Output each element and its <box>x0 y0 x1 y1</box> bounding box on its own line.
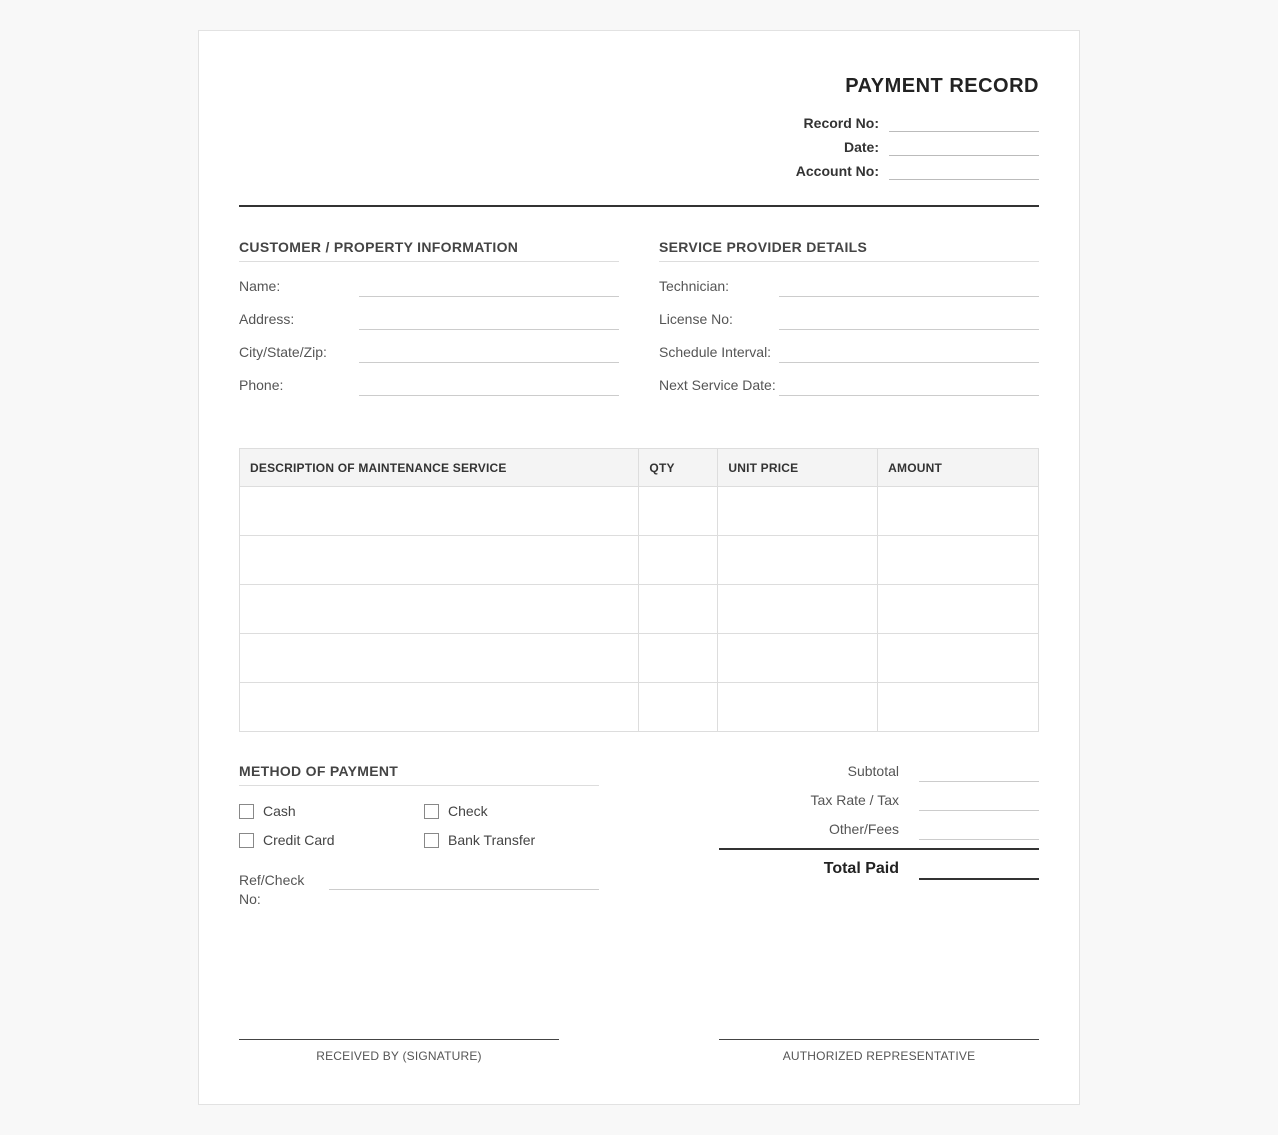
technician-field[interactable] <box>779 296 1039 297</box>
totals-divider <box>719 848 1039 850</box>
subtotal-label: Subtotal <box>847 763 899 779</box>
date-field[interactable] <box>889 155 1039 156</box>
table-header-row <box>240 449 1039 487</box>
schedule-interval-label: Schedule Interval: <box>659 344 772 360</box>
document-title: PAYMENT RECORD <box>845 75 1039 97</box>
bank-transfer-label: Bank Transfer <box>448 832 536 848</box>
schedule-interval-field[interactable] <box>779 362 1039 363</box>
check-checkbox[interactable] <box>424 804 439 819</box>
unit-price-cell[interactable] <box>718 634 878 683</box>
record-no-label: Record No: <box>803 115 879 131</box>
amount-cell[interactable] <box>878 536 1039 585</box>
table-row <box>240 634 1039 683</box>
date-label: Date: <box>843 139 879 155</box>
customer-address-label: Address: <box>239 311 295 327</box>
ref-check-no-field[interactable] <box>329 889 599 890</box>
record-no-field[interactable] <box>889 131 1039 132</box>
amount-cell[interactable] <box>878 634 1039 683</box>
customer-phone-label: Phone: <box>239 377 284 393</box>
account-no-field[interactable] <box>889 179 1039 180</box>
amount-cell[interactable] <box>878 487 1039 536</box>
provider-section-rule <box>659 261 1039 262</box>
column-header-amount: AMOUNT <box>878 449 1039 487</box>
total-paid-label: Total Paid <box>823 860 899 877</box>
customer-phone-field[interactable] <box>359 395 619 396</box>
qty-cell[interactable] <box>639 634 718 683</box>
tax-label: Tax Rate / Tax <box>810 792 899 808</box>
unit-price-cell[interactable] <box>718 683 878 732</box>
qty-cell[interactable] <box>639 585 718 634</box>
authorized-signature-line[interactable] <box>719 1039 1039 1040</box>
column-header-unit-price: UNIT PRICE <box>718 449 878 487</box>
tax-field[interactable] <box>919 810 1039 811</box>
subtotal-field[interactable] <box>919 781 1039 782</box>
customer-address-field[interactable] <box>359 329 619 330</box>
column-header-description: DESCRIPTION OF MAINTENANCE SERVICE <box>240 449 639 487</box>
unit-price-cell[interactable] <box>718 536 878 585</box>
received-by-signature-line[interactable] <box>239 1039 559 1040</box>
account-no-label: Account No: <box>795 163 879 179</box>
header-divider <box>239 205 1039 207</box>
authorized-caption: AUTHORIZED REPRESENTATIVE <box>782 1049 976 1063</box>
description-cell[interactable] <box>240 487 639 536</box>
other-fees-label: Other/Fees <box>828 821 899 837</box>
technician-label: Technician: <box>659 278 730 294</box>
customer-name-field[interactable] <box>359 296 619 297</box>
customer-city-label: City/State/Zip: <box>239 344 327 360</box>
customer-city-field[interactable] <box>359 362 619 363</box>
total-paid-field[interactable] <box>919 878 1039 880</box>
service-items-table <box>239 448 1039 732</box>
unit-price-cell[interactable] <box>718 585 878 634</box>
check-label: Check <box>448 803 488 819</box>
description-cell[interactable] <box>240 585 639 634</box>
next-service-date-field[interactable] <box>779 395 1039 396</box>
next-service-date-label: Next Service Date: <box>659 377 776 393</box>
credit-card-checkbox[interactable] <box>239 833 254 848</box>
unit-price-cell[interactable] <box>718 487 878 536</box>
license-no-label: License No: <box>659 311 733 327</box>
description-cell[interactable] <box>240 634 639 683</box>
received-by-caption: RECEIVED BY (SIGNATURE) <box>316 1049 482 1063</box>
qty-cell[interactable] <box>639 683 718 732</box>
license-no-field[interactable] <box>779 329 1039 330</box>
provider-section-heading: SERVICE PROVIDER DETAILS <box>659 239 868 255</box>
cash-label: Cash <box>263 803 296 819</box>
description-cell[interactable] <box>240 683 639 732</box>
credit-card-label: Credit Card <box>263 832 335 848</box>
table-row <box>240 536 1039 585</box>
customer-section-rule <box>239 261 619 262</box>
ref-check-no-label: Ref/Check No: <box>239 872 305 907</box>
bank-transfer-checkbox[interactable] <box>424 833 439 848</box>
payment-method-heading: METHOD OF PAYMENT <box>239 763 399 779</box>
qty-cell[interactable] <box>639 536 718 585</box>
other-fees-field[interactable] <box>919 839 1039 840</box>
column-header-qty: QTY <box>639 449 718 487</box>
table-row <box>240 683 1039 732</box>
qty-cell[interactable] <box>639 487 718 536</box>
payment-method-rule <box>239 785 599 786</box>
customer-name-label: Name: <box>239 278 281 294</box>
payment-record-sheet <box>198 30 1080 1105</box>
cash-checkbox[interactable] <box>239 804 254 819</box>
customer-section-heading: CUSTOMER / PROPERTY INFORMATION <box>239 239 519 255</box>
amount-cell[interactable] <box>878 683 1039 732</box>
amount-cell[interactable] <box>878 585 1039 634</box>
table-row <box>240 585 1039 634</box>
description-cell[interactable] <box>240 536 639 585</box>
table-row <box>240 487 1039 536</box>
